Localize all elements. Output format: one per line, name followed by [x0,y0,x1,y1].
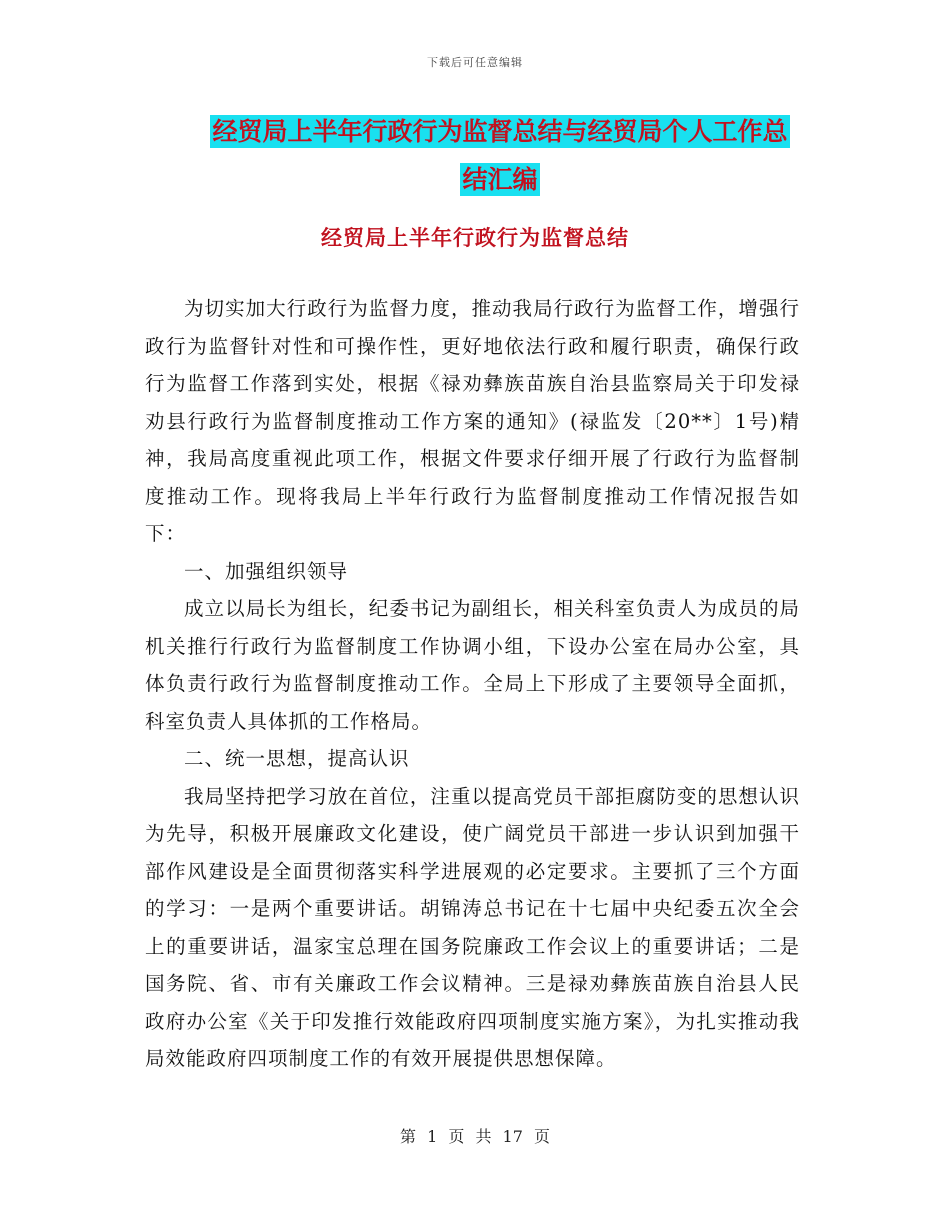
header-note: 下载后可任意编辑 [427,56,523,69]
heading-thinking: 二、统一思想，提高认识 [184,747,410,770]
section-title: 经贸局上半年行政行为监督总结 [321,226,629,250]
document-title-line-1: 经贸局上半年行政行为监督总结与经贸局个人工作总 [212,117,788,146]
paragraph-organization: 成立以局长为组长，纪委书记为副组长，相关科室负责人为成员的局机关推行行政行为监督制度工作协调小组，下设办公室在局办公室，具体负责行政行为监督制度推动工作。全局上下形成了主要领导全面抓，科室负责人具体抓的工作格局。 [145,597,800,733]
paragraph-thinking: 我局坚持把学习放在首位，注重以提高党员干部拒腐防变的思想认识为先导，积极开展廉政文化建设，使广阔党员干部进一步认识到加强干部作风建设是全面贯彻落实科学进展观的必定要求。主要抓了三个方面的学习：一是两个重要讲话。胡锦涛总书记在十七届中央纪委五次全会上的重要讲话，温家宝总理在国务院廉政工作会议上的重要讲话；二是国务院、省、市有关廉政工作会议精神。三是禄劝彝族苗族自治县人民政府办公室《关于印发推行效能政府四项制度实施方案》，为扎实推动我局效能政府四项制度工作的有效开展提供思想保障。 [145,784,800,1070]
heading-organization: 一、加强组织领导 [184,559,349,583]
page-footer: 第 1 页 共 17 页 [400,1127,550,1146]
document-body [145,290,800,1078]
paragraph-intro: 为切实加大行政行为监督力度，推动我局行政行为监督工作，增强行政行为监督针对性和可操作性，更好地依法行政和履行职责，确保行政行为监督工作落到实处，根据《禄劝彝族苗族自治县监察局关于印发禄劝县行政行为监督制度推动工作方案的通知》(禄监发〔20**〕1号)精神，我局高度重视此项工作，根据文件要求仔细开展了行政行为监督制度推动工作。现将我局上半年行政行为监督制度推动工作情况报告如下： [145,297,800,545]
document-title-line-2: 结汇编 [462,165,538,194]
document-title [120,108,880,204]
